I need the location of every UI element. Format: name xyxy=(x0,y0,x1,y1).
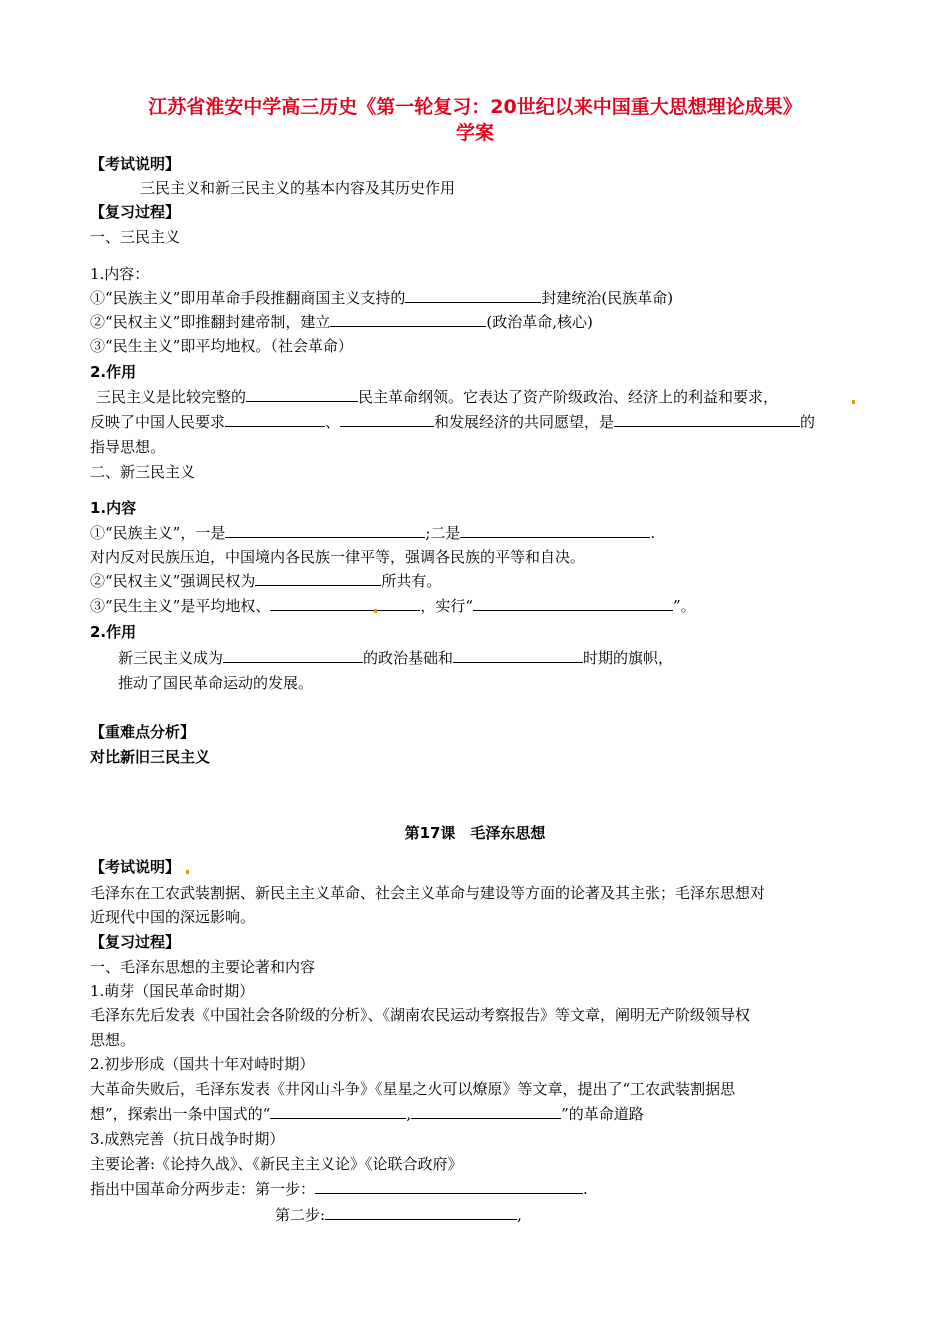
stage3-title: 3.成熟完善（抗日战争时期） xyxy=(90,1130,285,1148)
stage-text: . xyxy=(583,1180,588,1198)
fill-blank xyxy=(225,523,425,538)
stage-text: 第二步: xyxy=(275,1206,326,1224)
exam-heading-2: 【考试说明】 xyxy=(90,858,181,876)
review-heading: 【复习过程】 xyxy=(90,203,181,221)
lesson-title: 第17课 毛泽东思想 xyxy=(404,824,546,842)
fill-blank xyxy=(223,648,363,663)
effect-text: 反映了中国人民要求 xyxy=(90,413,226,431)
effect-line1 xyxy=(96,387,778,407)
item-text: ;二是 xyxy=(425,524,461,542)
item-text: ②“民权主义”强调民权为 xyxy=(90,572,256,590)
effect-text: 时期的旗帜， xyxy=(583,649,674,667)
item-livelihood: ③“民生主义”即平均地权。（社会革命） xyxy=(90,337,353,355)
item-text: ①“民族主义”，一是 xyxy=(90,524,226,542)
stage2-line2 xyxy=(90,1104,644,1124)
new-item-nationalism xyxy=(90,523,655,543)
stage-text: , xyxy=(517,1206,522,1224)
effect-text: 、 xyxy=(325,413,341,431)
fill-blank xyxy=(325,1205,517,1220)
item-nationalism xyxy=(90,288,673,308)
effect-text: 的 xyxy=(800,413,816,431)
exam-text-2-line1: 毛泽东在工农武装割据、新民主主义革命、社会主义革命与建设等方面的论著及其主张；毛泽东思想对 xyxy=(90,884,766,902)
item-text: . xyxy=(650,524,656,542)
stage-text: 想”，探索出一条中国式的“ xyxy=(90,1105,271,1123)
fill-blank xyxy=(460,523,650,538)
item-text: 所共有。 xyxy=(381,572,442,590)
fill-blank xyxy=(340,412,434,427)
stage1-line1: 毛泽东先后发表《中国社会各阶级的分析》、《湖南农民运动考察报告》等文章，阐明无产阶级领导权 xyxy=(90,1006,751,1024)
fill-blank xyxy=(255,571,381,586)
effect-text: 和发展经济的共同愿望，是 xyxy=(434,413,615,431)
item-text: ，实行“ xyxy=(420,597,474,615)
stage3-works: 主要论著:《论持久战》、《新民主主义论》《论联合政府》 xyxy=(90,1155,463,1173)
new-item-livelihood xyxy=(90,596,696,616)
effect-line2 xyxy=(90,412,815,432)
effect-heading-2: 2.作用 xyxy=(90,623,137,641)
effect-text: 新三民主义成为 xyxy=(118,649,224,667)
stage2-line1: 大革命失败后，毛泽东发表《井冈山斗争》《星星之火可以燎原》等文章，提出了“工农武装割据思 xyxy=(90,1080,736,1098)
content-heading: 1.内容： xyxy=(90,265,150,283)
effect-line3: 指导思想。 xyxy=(90,438,166,456)
item-text: ①“民族主义”即用革命手段推翻商国主义支持的 xyxy=(90,289,406,307)
stage2-title: 2.初步形成（国共十年对峙时期） xyxy=(90,1055,315,1073)
stage-text: ”的革命道路 xyxy=(561,1105,644,1123)
item-democracy xyxy=(90,312,593,332)
new-item-democracy xyxy=(90,571,441,591)
stage-text: , xyxy=(406,1105,412,1123)
fill-blank xyxy=(246,387,358,402)
section-title-new-sanmin: 二、新三民主义 xyxy=(90,463,196,481)
document-title-line2: 学案 xyxy=(455,122,494,144)
fill-blank xyxy=(453,648,583,663)
fill-blank xyxy=(270,596,420,611)
document-title-line1: 江苏省淮安中学高三历史《第一轮复习：20世纪以来中国重大思想理论成果》 xyxy=(148,96,802,118)
key-analysis-text: 对比新旧三民主义 xyxy=(90,748,211,766)
section-title-sanmin: 一、三民主义 xyxy=(90,228,181,246)
fill-blank xyxy=(225,412,325,427)
exam-text-2-line2: 近现代中国的深远影响。 xyxy=(90,908,256,926)
exam-text: 三民主义和新三民主义的基本内容及其历史作用 xyxy=(140,179,456,197)
stage1-line2: 思想。 xyxy=(90,1031,136,1049)
effect-text: 民主革命纲领。它表达了资产阶级政治、经济上的利益和要求， xyxy=(358,388,779,406)
item-text: ②“民权主义”即推翻封建帝制，建立 xyxy=(90,313,331,331)
stage3-step1 xyxy=(90,1179,588,1199)
fill-blank xyxy=(405,288,541,303)
exam-heading: 【考试说明】 xyxy=(90,155,181,173)
new-effect-line1 xyxy=(118,648,673,668)
item-text: (政治革命,核心) xyxy=(486,313,593,331)
scan-mark xyxy=(852,400,855,404)
fill-blank xyxy=(411,1104,561,1119)
effect-heading: 2.作用 xyxy=(90,363,137,381)
stage-text: 指出中国革命分两步走：第一步： xyxy=(90,1180,316,1198)
item-text: ”。 xyxy=(673,597,696,615)
item-text: 封建统治(民族革命) xyxy=(541,289,674,307)
scan-mark xyxy=(374,609,377,613)
section-title-mao: 一、毛泽东思想的主要论著和内容 xyxy=(90,958,316,976)
key-analysis-heading: 【重难点分析】 xyxy=(90,723,196,741)
fill-blank xyxy=(270,1104,406,1119)
fill-blank xyxy=(330,312,486,327)
scan-mark xyxy=(186,870,189,874)
review-heading-2: 【复习过程】 xyxy=(90,933,181,951)
content-heading-2: 1.内容 xyxy=(90,499,137,517)
fill-blank xyxy=(614,412,800,427)
effect-text: 的政治基础和 xyxy=(363,649,454,667)
fill-blank xyxy=(315,1179,583,1194)
new-effect-line2: 推动了国民革命运动的发展。 xyxy=(118,674,314,692)
new-item-nationalism-desc: 对内反对民族压迫，中国境内各民族一律平等，强调各民族的平等和自决。 xyxy=(90,548,586,566)
stage3-step2 xyxy=(275,1205,522,1225)
stage1-title: 1.萌芽（国民革命时期） xyxy=(90,982,255,1000)
item-text: ③“民生主义”是平均地权、 xyxy=(90,597,271,615)
effect-text: 三民主义是比较完整的 xyxy=(96,388,247,406)
fill-blank xyxy=(473,596,673,611)
